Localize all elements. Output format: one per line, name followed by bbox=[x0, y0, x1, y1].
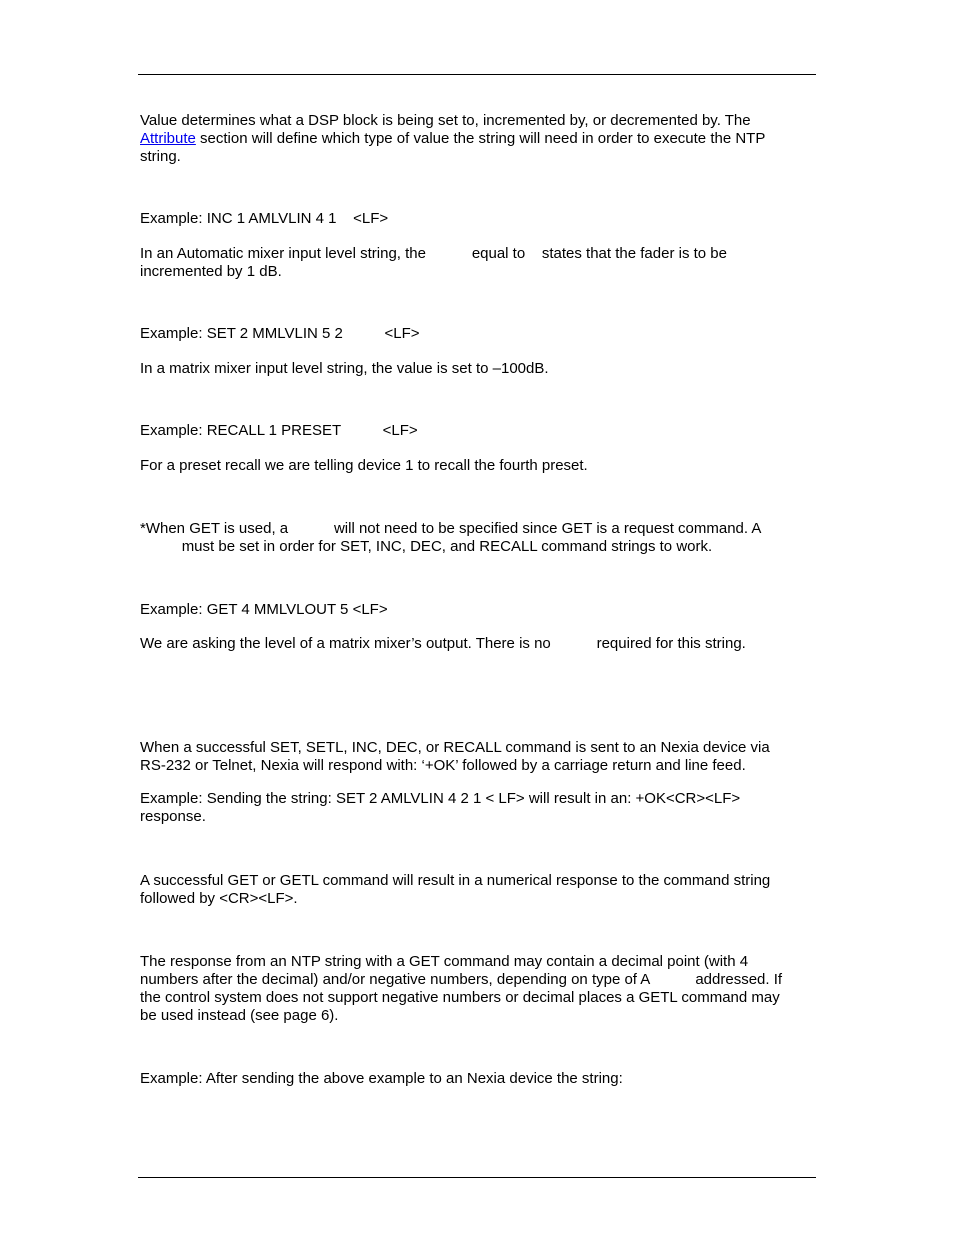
recall-example: Example: RECALL 1 PRESET <LF> bbox=[140, 422, 418, 439]
decimal-line4: be used instead (see page 6). bbox=[140, 1007, 339, 1024]
get-description: We are asking the level of a matrix mixer’s output. There is no required for this string. bbox=[140, 635, 746, 652]
response-get-line1: A successful GET or GETL command will result in a numerical response to the command string bbox=[140, 872, 771, 889]
decimal-line1: The response from an NTP string with a GET command may contain a decimal point (with 4 bbox=[140, 953, 749, 970]
inc-description bbox=[140, 245, 816, 281]
response-ok-line2: RS-232 or Telnet, Nexia will respond with: ‘+OK’ followed by a carriage return and line feed. bbox=[140, 757, 746, 774]
response-ok-example-line1: Example: Sending the string: SET 2 AMLVLIN 4 2 1 < LF> will result in an: +OK<CR><LF> bbox=[140, 790, 741, 807]
inc-example: Example: INC 1 AMLVLIN 4 1 <LF> bbox=[140, 210, 389, 227]
get-example: Example: GET 4 MMLVLOUT 5 <LF> bbox=[140, 601, 388, 618]
inc-desc-line1: In an Automatic mixer input level string, the equal to states that the fader is to be bbox=[140, 245, 727, 262]
inc-desc-line2: incremented by 1 dB. bbox=[140, 263, 282, 280]
get-note bbox=[140, 520, 816, 556]
response-get-paragraph bbox=[140, 872, 816, 908]
decimal-line3: the control system does not support negative numbers or decimal places a GETL command may bbox=[140, 989, 780, 1006]
get-note-line2: must be set in order for SET, INC, DEC, and RECALL command strings to work. bbox=[140, 538, 713, 555]
header-rule bbox=[138, 74, 816, 75]
value-intro-line3: string. bbox=[140, 148, 181, 165]
get-note-line1: *When GET is used, a will not need to be specified since GET is a request command. A bbox=[140, 520, 762, 537]
response-ok-line1: When a successful SET, SETL, INC, DEC, or RECALL command is sent to an Nexia device via bbox=[140, 739, 770, 756]
response-get-line2: followed by <CR><LF>. bbox=[140, 890, 298, 907]
set-example: Example: SET 2 MMLVLIN 5 2 <LF> bbox=[140, 325, 420, 342]
set-description: In a matrix mixer input level string, the value is set to –100dB. bbox=[140, 360, 549, 377]
decimal-paragraph bbox=[140, 953, 816, 1025]
response-ok-paragraph bbox=[140, 739, 816, 775]
value-intro-paragraph bbox=[140, 112, 816, 166]
attribute-link[interactable]: Attribute bbox=[140, 130, 196, 147]
footer-rule bbox=[138, 1177, 816, 1178]
value-intro-line2: section will define which type of value the string will need in order to execute the NTP bbox=[195, 130, 766, 147]
response-ok-example bbox=[140, 790, 816, 826]
response-ok-example-line2: response. bbox=[140, 808, 206, 825]
decimal-line2: numbers after the decimal) and/or negative numbers, depending on type of A addressed. If bbox=[140, 971, 783, 988]
value-intro-line1: Value determines what a DSP block is being set to, incremented by, or decremented by. The bbox=[140, 112, 751, 129]
recall-description: For a preset recall we are telling device 1 to recall the fourth preset. bbox=[140, 457, 588, 474]
last-example: Example: After sending the above example to an Nexia device the string: bbox=[140, 1070, 623, 1087]
